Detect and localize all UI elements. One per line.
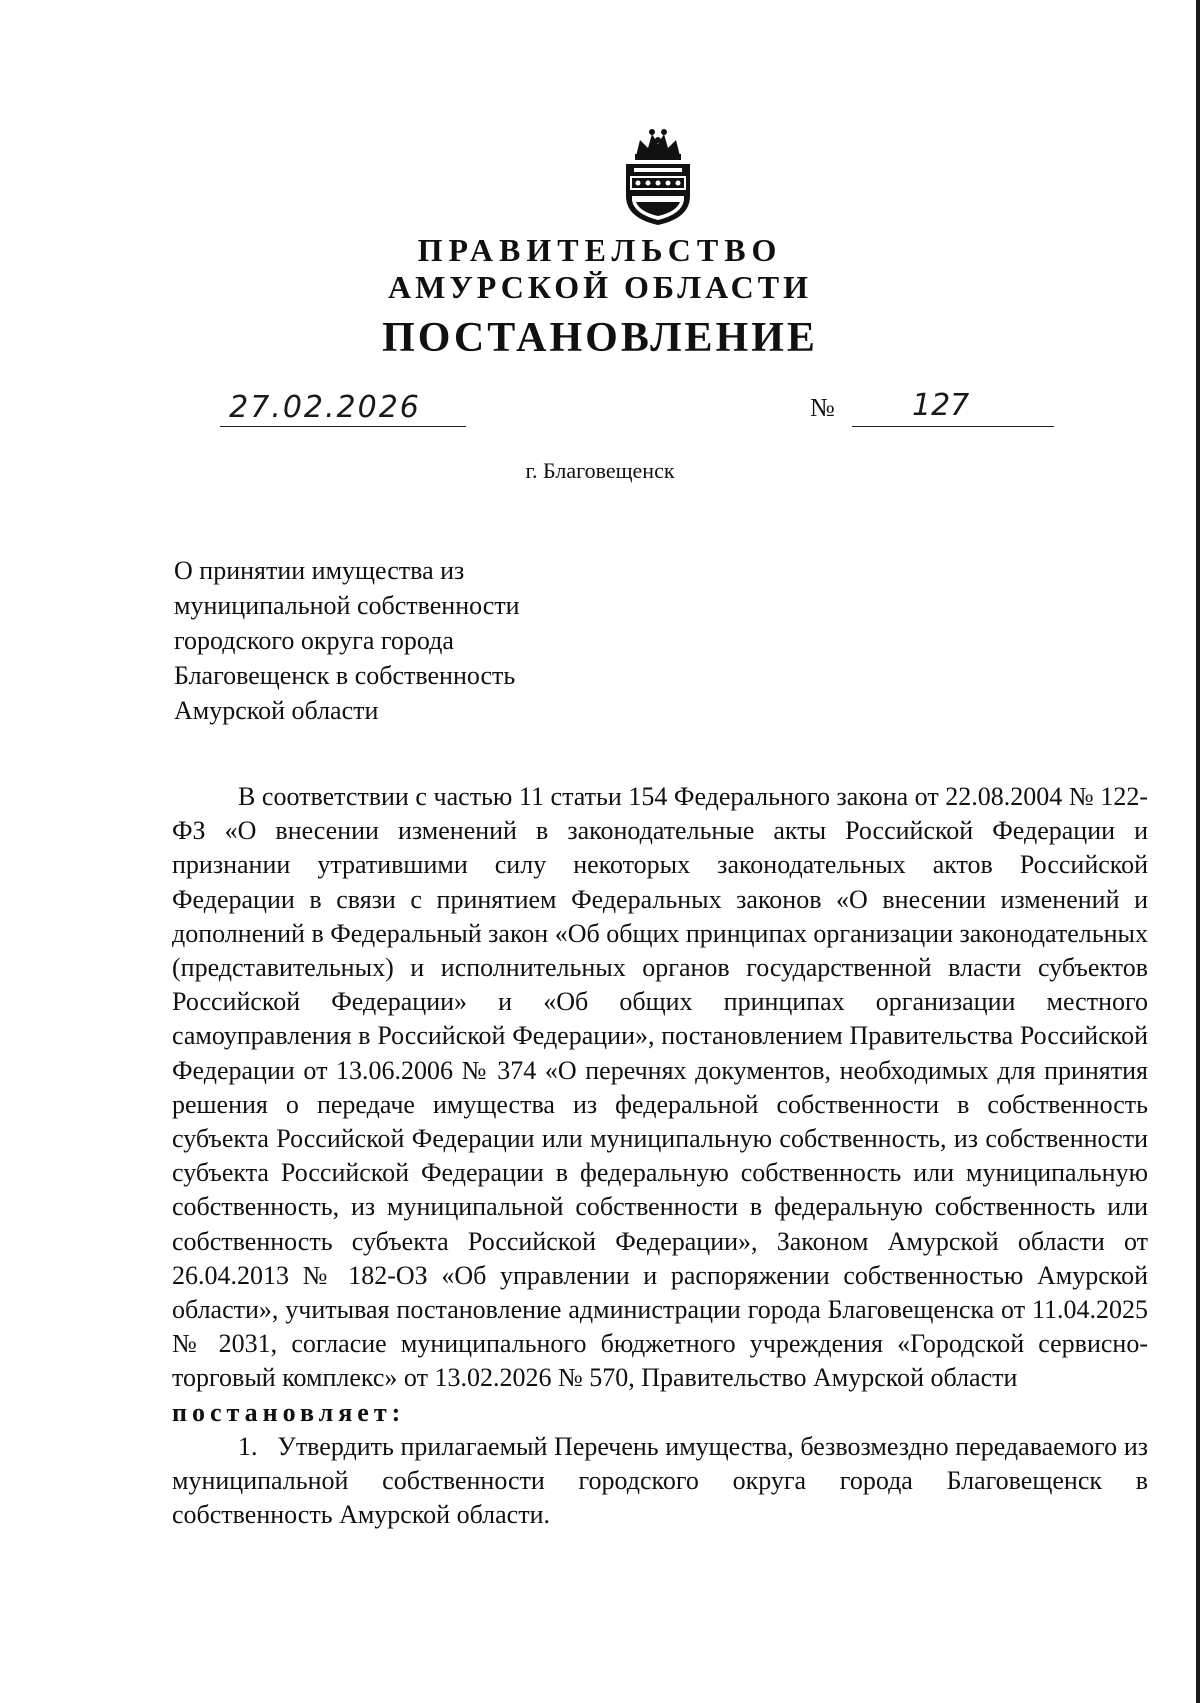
government-title: ПРАВИТЕЛЬСТВО (417, 232, 783, 268)
subject-line: Благовещенск в собственность (174, 661, 516, 690)
number-field (852, 390, 1054, 427)
subject-line: муниципальной собственности (174, 591, 520, 620)
document-body (172, 780, 1148, 1532)
item-1-number: 1. (238, 1431, 258, 1461)
preamble-paragraph: В соответствии с частью 11 статьи 154 Федерального закона от 22.08.2004 № 122-ФЗ «О внесении изменений в законодательные акты Российской Федерации и признании утратившими силу некоторых законодательных актов Российской Федерации в связи с принятием Федеральных законов «О внесении изменений и дополнений в Федеральный закон «Об общих принципах организации законодательных (представительных) и исполнительных органов государственной власти субъектов Российской Федерации» и «Об общих принципах организации местного самоуправления в Российской Федерации», постановлением Правительства Российской Федерации от 13.06.2006 № 374 «О перечнях документов, необходимых для принятия решения о передаче имущества из федеральной собственности в собственность субъекта Российской Федерации или муниципальную собственность, из собственности субъекта Российской Федерации в федеральную собственность или муниципальную собственность, из муниципальной собственности в федеральную собственность или собственность субъекта Российской Федерации», Законом Амурской области от 26.04.2013 № 182-ОЗ «Об управлении и распоряжении собственностью Амурской области», учитывая постановление администрации города Благовещенска от 11.04.2025 № 2031, согласие муниципального бюджетного учреждения «Городской сервисно-торговый комплекс» от 13.02.2026 № 570, Правительство Амурской области (172, 782, 1148, 1393)
handwritten-date: 27.02.2026 (229, 390, 421, 425)
subject-line: городского округа города (174, 626, 454, 655)
number-sign: № (810, 393, 835, 422)
item-1-text: Утвердить прилагаемый Перечень имущества, безвозмездно передаваемого из муниципальной собственности городского округа города Благовещенск в собственность Амурской области. (172, 1431, 1148, 1530)
region-title: АМУРСКОЙ ОБЛАСТИ (388, 269, 812, 305)
date-field (220, 390, 466, 427)
subject-line: Амурской области (174, 696, 379, 725)
subject-line: О принятии имущества из (174, 556, 465, 585)
city-label: г. Благовещенск (525, 458, 675, 483)
coat-of-arms-icon (620, 126, 696, 226)
document-type-title: ПОСТАНОВЛЕНИЕ (382, 315, 818, 361)
handwritten-number: 127 (912, 388, 970, 423)
item-1-paragraph (172, 1430, 1148, 1533)
subject-block (174, 553, 520, 728)
resolves-label: постановляет: (172, 1397, 406, 1427)
